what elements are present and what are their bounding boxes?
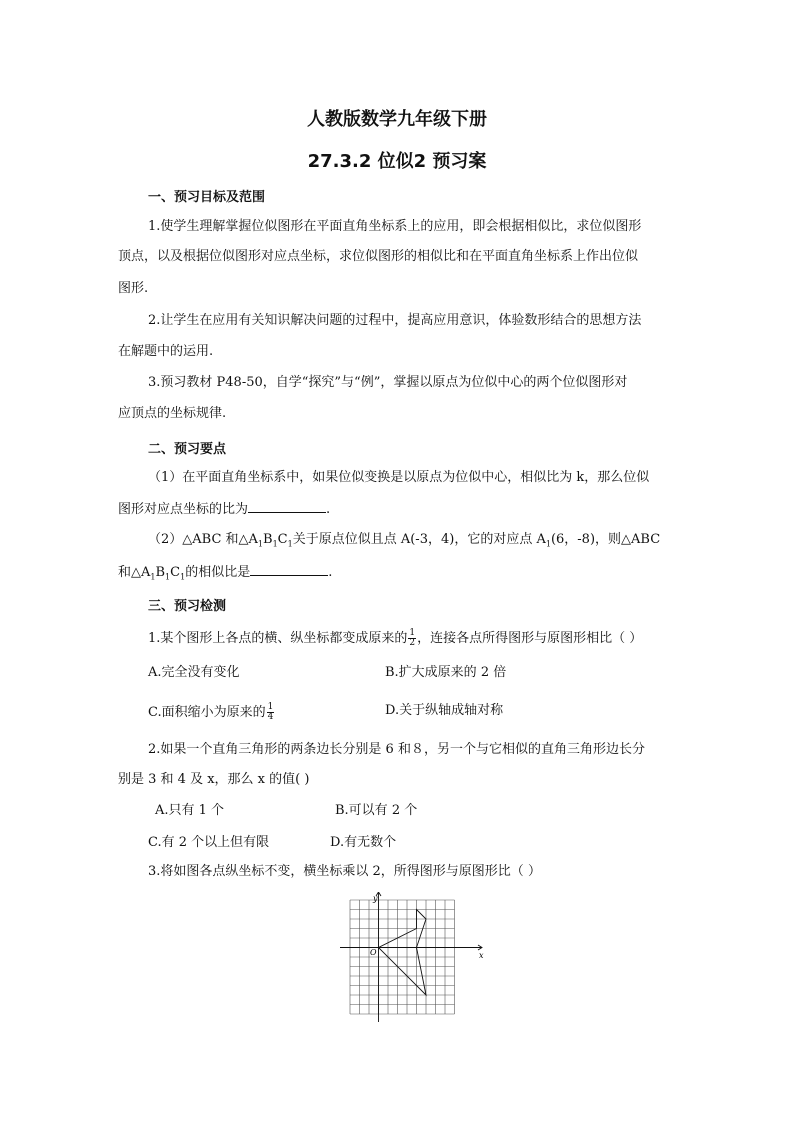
answer-blank-1[interactable] bbox=[248, 500, 326, 513]
page-subtitle: 27.3.2 位似2 预习案 bbox=[307, 151, 487, 172]
kp2-period: . bbox=[328, 565, 333, 580]
goal-1-line-2: 顶点，以及根据位似图形对应点坐标，求位似图形的相似比和在平面直角坐标系上作出位似 bbox=[118, 249, 639, 264]
key-point-2-line-1 bbox=[148, 532, 660, 553]
grid-lines bbox=[350, 900, 455, 1014]
key-point-1-period: . bbox=[326, 502, 331, 517]
question-1-stem bbox=[148, 629, 642, 648]
subscript-1: 1 bbox=[272, 539, 278, 549]
goal-1-line-1: 1.使学生理解掌握位似图形在平面直角坐标系上的应用，即会根据相似比，求位似图形 bbox=[148, 219, 642, 234]
kp2-line2-c: C bbox=[170, 565, 181, 580]
q1-text-pre: 1.某个图形上各点的横、纵坐标都变成原来的 bbox=[148, 631, 408, 646]
kp2-text-e: (6，-8)，则△ABC bbox=[550, 532, 661, 547]
goal-3-line-1: 3.预习教材 P48-50，自学“探究”与“例”，掌握以原点为位似中心的两个位似图形对 bbox=[148, 375, 628, 390]
q1-option-a[interactable]: A.完全没有变化 bbox=[148, 665, 240, 680]
goal-2-line-2: 在解题中的运用. bbox=[118, 344, 214, 359]
kp2-text-b: B bbox=[263, 532, 273, 547]
original-figure-polygon bbox=[379, 910, 427, 996]
fraction-numerator: 1 bbox=[409, 628, 416, 638]
key-point-1-line-2 bbox=[118, 500, 330, 518]
fraction-one-quarter bbox=[267, 703, 275, 722]
q1-option-b[interactable]: B.扩大成原来的 2 倍 bbox=[385, 665, 507, 680]
section-heading-goals: 一、预习目标及范围 bbox=[148, 190, 266, 205]
q2-option-d[interactable]: D.有无数个 bbox=[330, 835, 397, 850]
section-heading-check: 三、预习检测 bbox=[148, 599, 227, 614]
fraction-numerator: 1 bbox=[267, 702, 274, 712]
kp2-text-a: （2）△ABC 和△A bbox=[148, 532, 258, 547]
q1-option-c-text: C.面积缩小为原来的 bbox=[148, 705, 266, 720]
x-axis-label: x bbox=[479, 951, 484, 960]
subscript-1: 1 bbox=[180, 572, 186, 582]
key-point-1-line-1: （1）在平面直角坐标系中，如果位似变换是以原点为位似中心，相似比为 k，那么位似 bbox=[148, 470, 650, 485]
figure-outline bbox=[379, 910, 427, 996]
section-heading-key-points: 二、预习要点 bbox=[148, 442, 227, 457]
question-2-line-1: 2.如果一个直角三角形的两条边长分别是 6 和８，另一个与它相似的直角三角形边长分 bbox=[148, 742, 645, 757]
goal-3-line-2: 应顶点的坐标规律. bbox=[118, 406, 227, 421]
q1-text-post: ，连接各点所得图形与原图形相比（ ） bbox=[417, 631, 643, 646]
origin-label: O bbox=[370, 948, 377, 957]
goal-1-line-3: 图形. bbox=[118, 281, 149, 296]
subscript-1: 1 bbox=[150, 572, 156, 582]
subscript-1: 1 bbox=[545, 539, 551, 549]
subscript-1: 1 bbox=[257, 539, 264, 549]
q2-option-a[interactable]: A.只有 1 个 bbox=[155, 803, 225, 818]
fraction-denominator: 2 bbox=[409, 638, 416, 648]
fraction-denominator: 4 bbox=[267, 712, 274, 722]
fraction-one-half bbox=[408, 629, 416, 648]
kp2-text-c: C bbox=[277, 532, 288, 547]
kp2-line2-d: 的相似比是 bbox=[185, 565, 251, 580]
page-title: 人教版数学九年级下册 bbox=[307, 109, 487, 130]
answer-blank-2[interactable] bbox=[250, 563, 328, 576]
q1-option-d[interactable]: D.关于纵轴成轴对称 bbox=[385, 703, 504, 718]
question-3-stem: 3.将如图各点纵坐标不变，横坐标乘以 2，所得图形与原图形比（ ） bbox=[148, 864, 541, 879]
subscript-1: 1 bbox=[165, 572, 171, 582]
kp2-text-d: 关于原点位似且点 A(-3，4)，它的对应点 A bbox=[292, 532, 546, 547]
subscript-1: 1 bbox=[287, 539, 293, 549]
question-2-line-2: 别是 3 和 4 及 x，那么 x 的值( ) bbox=[118, 772, 310, 787]
coordinate-grid-figure bbox=[330, 892, 490, 1028]
q1-option-c[interactable] bbox=[148, 703, 275, 722]
key-point-1-text: 图形对应点坐标的比为 bbox=[118, 502, 249, 517]
q2-option-b[interactable]: B.可以有 2 个 bbox=[335, 803, 418, 818]
kp2-line2-b: B bbox=[155, 565, 166, 580]
y-axis-label: y bbox=[373, 894, 378, 903]
q2-option-c[interactable]: C.有 2 个以上但有限 bbox=[148, 835, 270, 850]
kp2-line2-a: 和△A bbox=[118, 565, 151, 580]
goal-2-line-1: 2.让学生在应用有关知识解决问题的过程中，提高应用意识，体验数形结合的思想方法 bbox=[148, 313, 642, 328]
key-point-2-line-2 bbox=[118, 563, 332, 586]
